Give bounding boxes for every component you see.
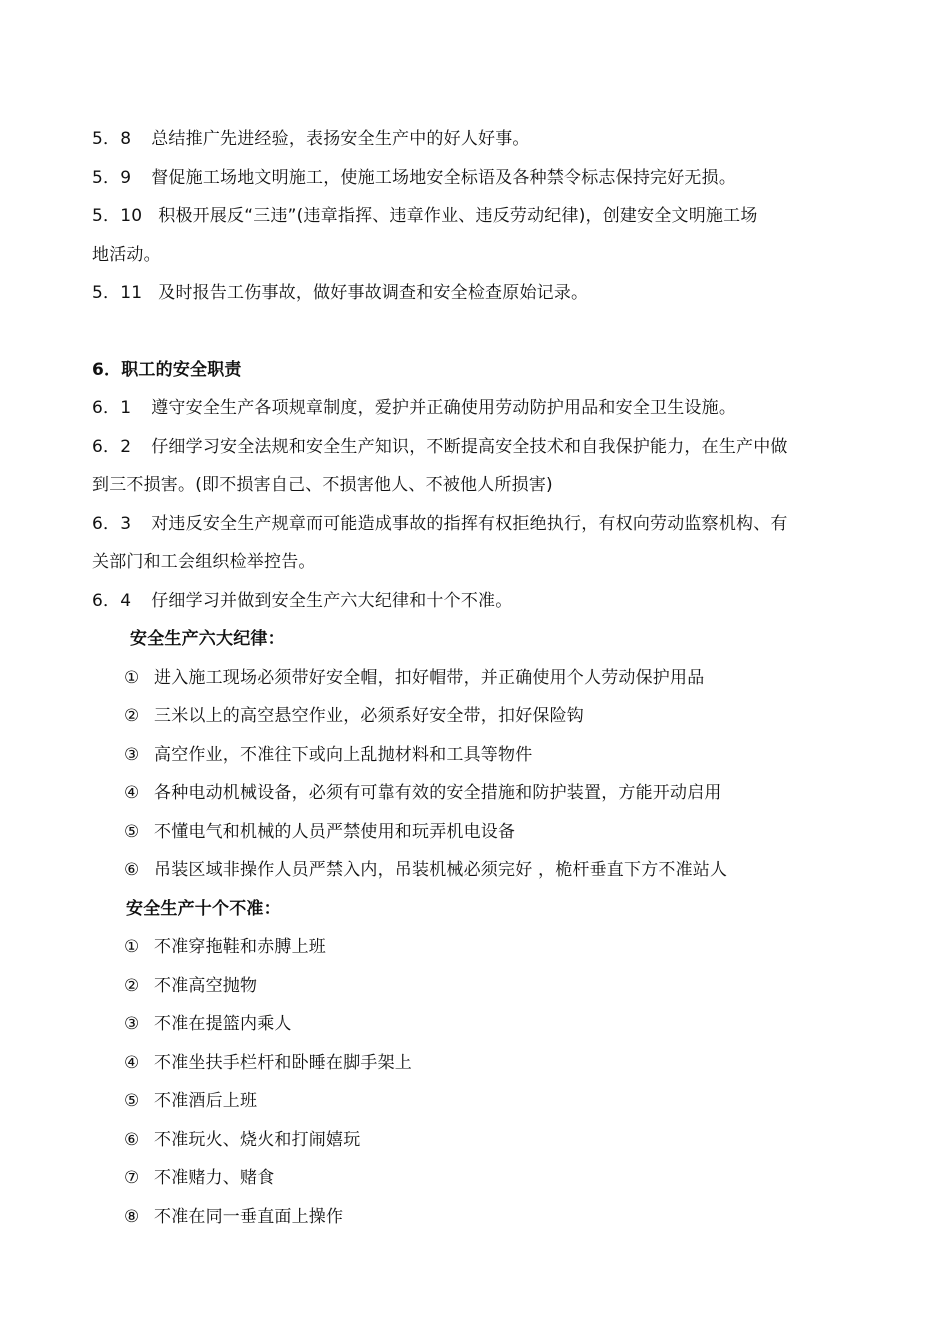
- rule-text: 不准玩火、烧火和打闹嬉玩: [154, 1129, 361, 1150]
- clause-number: 5．11: [92, 283, 143, 303]
- rule-text: 不准高空抛物: [154, 975, 258, 996]
- rule-marker: ⑤: [124, 821, 140, 842]
- clause-5-9: [92, 159, 870, 198]
- ten-rule-item: [92, 1121, 870, 1160]
- ten-rule-item: [92, 967, 870, 1006]
- clause-number: 6．1: [92, 398, 132, 418]
- rule-text: 进入施工现场必须带好安全帽，扣好帽带，并正确使用个人劳动保护用品: [154, 667, 705, 688]
- rule-text: 不准在同一垂直面上操作: [154, 1206, 344, 1227]
- clause-6-4: [92, 582, 870, 621]
- ten-rule-item: [92, 1005, 870, 1044]
- rule-marker: ⑥: [124, 1129, 140, 1150]
- clause-text: 对违反安全生产规章而可能造成事故的指挥有权拒绝执行，有权向劳动监察机构、有: [151, 513, 788, 534]
- rule-text: 各种电动机械设备，必须有可靠有效的安全措施和防护装置，方能开动启用: [154, 783, 722, 803]
- six-rule-item: [92, 774, 870, 813]
- clause-6-3-continued: 关部门和工会组织检举控告。: [92, 552, 316, 572]
- rule-marker: ②: [124, 975, 140, 996]
- clause-text: 督促施工场地文明施工，使施工场地安全标语及各种禁令标志保持完好无损。: [151, 167, 737, 188]
- clause-text: 仔细学习并做到安全生产六大纪律和十个不准。: [151, 590, 513, 611]
- clause-number: 6．2: [92, 436, 132, 457]
- rule-marker: ⑦: [124, 1168, 140, 1188]
- clause-5-10: [92, 197, 870, 236]
- clause-number: 6．4: [92, 590, 132, 611]
- rule-marker: ④: [124, 1052, 140, 1073]
- rule-marker: ①: [124, 937, 140, 957]
- section-6-title: 6．职工的安全职责: [92, 359, 242, 380]
- clause-text: 积极开展反“三违”(违章指挥、违章作业、违反劳动纪律)，创建安全文明施工场: [158, 206, 758, 226]
- clause-text: 及时报告工伤事故，做好事故调查和安全检查原始记录。: [158, 283, 589, 303]
- six-rule-item: [92, 813, 870, 852]
- rule-marker: ③: [124, 1014, 140, 1034]
- six-rule-item: [92, 659, 870, 698]
- six-rules-title: 安全生产六大纪律：: [130, 629, 285, 649]
- rule-marker: ③: [124, 744, 140, 765]
- rule-marker: ⑧: [124, 1206, 140, 1227]
- clause-text: 总结推广先进经验，表扬安全生产中的好人好事。: [151, 129, 530, 149]
- rule-text: 吊装区域非操作人员严禁入内，吊装机械必须完好 ，桅杆垂直下方不准站人: [154, 860, 728, 880]
- clause-number: 5．9: [92, 167, 132, 188]
- rule-text: 不准在提篮内乘人: [154, 1014, 292, 1034]
- rule-marker: ①: [124, 667, 140, 688]
- rule-text: 不准酒后上班: [154, 1091, 258, 1111]
- section-spacer: [92, 313, 870, 351]
- clause-6-2-continued: 到三不损害。(即不损害自己、不损害他人、不被他人所损害): [92, 475, 553, 495]
- six-rule-item: [92, 697, 870, 736]
- clause-number: 6．3: [92, 513, 132, 534]
- rule-marker: ②: [124, 706, 140, 726]
- rule-text: 不懂电气和机械的人员严禁使用和玩弄机电设备: [154, 821, 516, 842]
- rule-text: 不准坐扶手栏杆和卧睡在脚手架上: [154, 1052, 412, 1073]
- clause-6-1: [92, 389, 870, 428]
- clause-6-3: [92, 505, 870, 544]
- ten-rule-item: [92, 928, 870, 967]
- rule-marker: ⑥: [124, 860, 140, 880]
- rule-text: 不准赌力、赌食: [154, 1168, 275, 1188]
- clause-6-2: [92, 428, 870, 467]
- ten-rule-item: [92, 1159, 870, 1198]
- clause-number: 5．8: [92, 129, 132, 149]
- rule-text: 不准穿拖鞋和赤膊上班: [154, 937, 326, 957]
- six-rule-item: [92, 736, 870, 775]
- ten-rule-item: [92, 1082, 870, 1121]
- ten-rule-item: [92, 1198, 870, 1237]
- rule-text: 高空作业，不准往下或向上乱抛材料和工具等物件: [154, 744, 533, 765]
- rule-marker: ④: [124, 783, 140, 803]
- rule-marker: ⑤: [124, 1091, 140, 1111]
- clause-5-11: [92, 274, 870, 313]
- ten-rules-title: 安全生产十个不准：: [126, 898, 281, 919]
- clause-number: 5．10: [92, 206, 143, 226]
- rule-text: 三米以上的高空悬空作业，必须系好安全带，扣好保险钩: [154, 706, 584, 726]
- clause-text: 遵守安全生产各项规章制度，爱护并正确使用劳动防护用品和安全卫生设施。: [151, 398, 737, 418]
- clause-5-10-continued: 地活动。: [92, 244, 161, 265]
- ten-rule-item: [92, 1044, 870, 1083]
- six-rule-item: [92, 851, 870, 890]
- clause-text: 仔细学习安全法规和安全生产知识，不断提高安全技术和自我保护能力，在生产中做: [151, 436, 788, 457]
- clause-5-8: [92, 120, 870, 159]
